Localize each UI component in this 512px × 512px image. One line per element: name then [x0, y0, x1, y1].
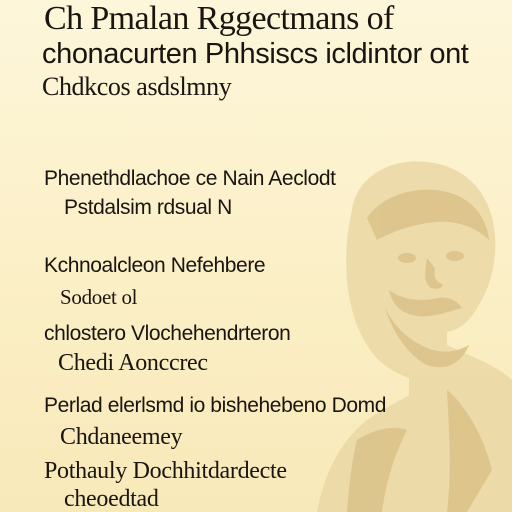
title-line-2: chonacurten Phhsiscs icldintor ont	[42, 38, 469, 70]
title-line-3: Chdkcos asdslmny	[42, 72, 232, 101]
section-4-heading: Perlad elerlsmd io bishehebeno Domd	[44, 394, 387, 417]
bearded-man-portrait-icon	[297, 140, 512, 512]
section-3-heading: chlostero Vlochehendrteron	[44, 322, 291, 345]
section-1-heading: Phenethdlachoe ce Nain Aeclodt	[44, 167, 336, 190]
section-4-detail: Chdaneemey	[60, 424, 183, 450]
section-1-detail: Pstdalsim rdsual N	[64, 196, 232, 219]
section-5-detail: cheoedtad	[64, 486, 159, 512]
section-3-detail: Chedi Aonccrec	[58, 350, 208, 376]
title-line-1: Ch Pmalan Rggectmans of	[44, 0, 394, 37]
section-5-heading: Pothauly Dochhitdardecte	[44, 458, 287, 484]
section-2-detail: Sodoet ol	[60, 285, 138, 309]
section-2-heading: Kchnoalcleon Nefehbere	[44, 254, 266, 277]
